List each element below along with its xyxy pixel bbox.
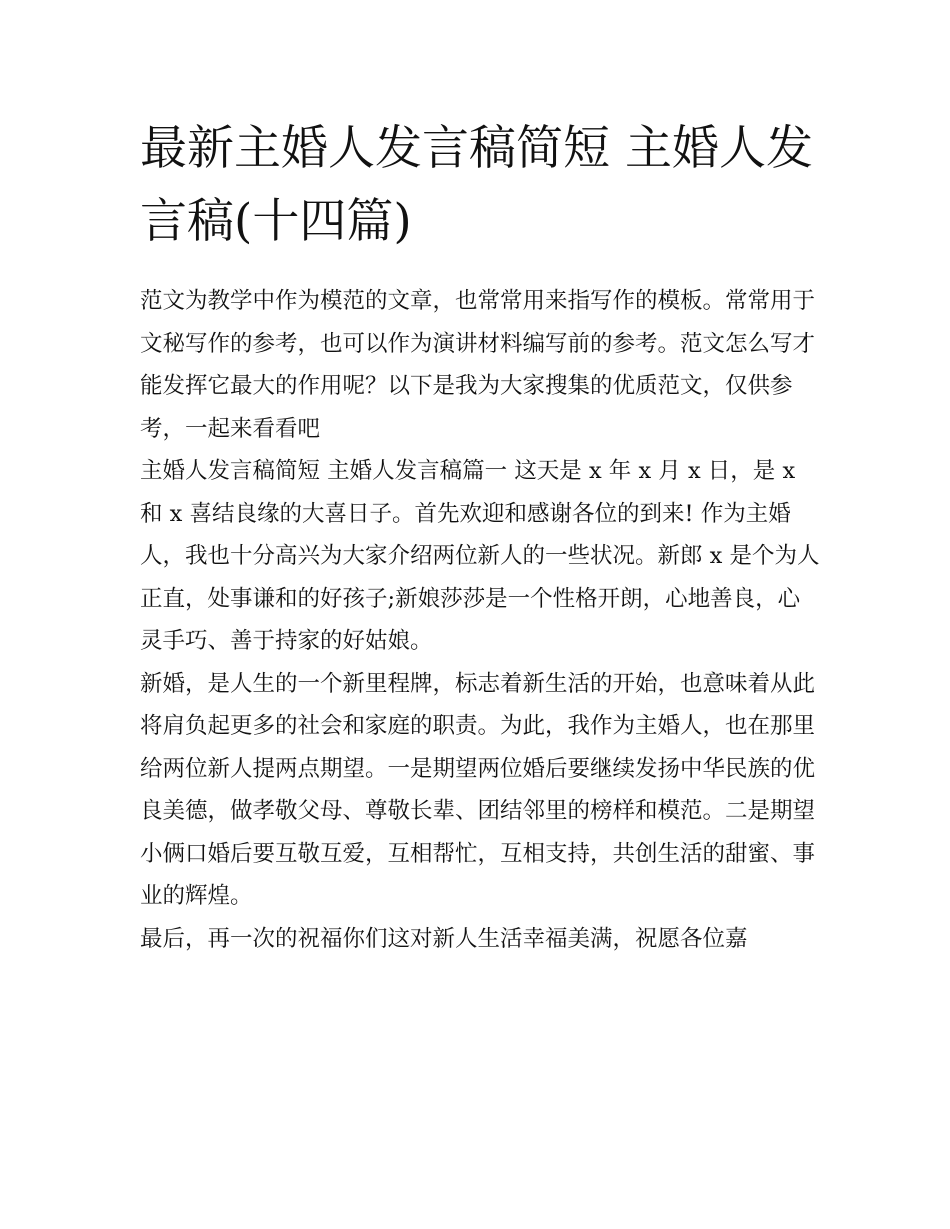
paragraph-wishes: 新婚，是人生的一个新里程牌，标志着新生活的开始，也意味着从此将肩负起更多的社会和家庭的职责。为此，我作为主婚人，也在那里给两位新人提两点期望。一是期望两位婚后要继续发扬中华民族的优良美德，做孝敬父母、尊敬长辈、团结邻里的榜样和模范。二是期望小俩口婚后要互敬互爱，互相帮忙，互相支持，共创生活的甜蜜、事业的辉煌。 bbox=[140, 670, 816, 909]
paragraph-intro: 范文为教学中作为模范的文章，也常常用来指写作的模板。常常用于文秘写作的参考，也可以作为演讲材料编写前的参考。范文怎么写才能发挥它最大的作用呢？以下是我为大家搜集的优质范文，仅供参考，一起来看看吧 bbox=[140, 288, 816, 442]
document-title: 最新主婚人发言稿简短 主婚人发言稿(十四篇) bbox=[140, 121, 813, 249]
paragraph-closing: 最后，再一次的祝福你们这对新人生活幸福美满，祝愿各位嘉 bbox=[140, 925, 748, 952]
document-body bbox=[140, 280, 820, 960]
paragraph-speech-one: 主婚人发言稿简短 主婚人发言稿篇一 这天是 x 年 x 月 x 日，是 x 和 x 喜结良缘的大喜日子。首先欢迎和感谢各位的到来! 作为主婚人，我也十分高兴为大家介绍两位新人的一些状况。新郎 x 是个为人正直，处事谦和的好孩子;新娘莎莎是一个性格开朗，心地善良，心灵手巧、善于持家的好姑娘。 bbox=[140, 458, 820, 654]
